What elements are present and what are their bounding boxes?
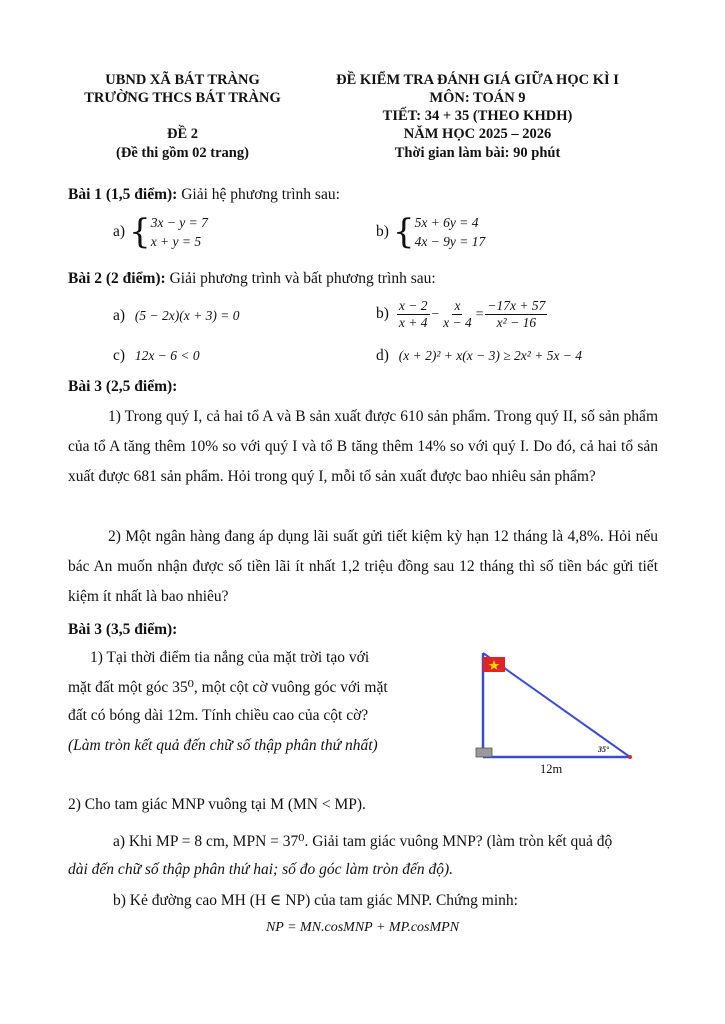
- exam-period: TIẾT: 34 + 35 (THEO KHDH): [382, 108, 573, 124]
- bai4-problem-2a-line1: a) Khi MP = 8 cm, MPN = 37⁰. Giải tam giác vuông MNP? (làm tròn kết quả độ: [113, 833, 613, 850]
- bai2-d: d) (x + 2)² + x(x − 3) ≥ 2x² + 5x − 4: [376, 347, 583, 364]
- brace-icon: {: [129, 212, 151, 252]
- sunray-line: [483, 653, 630, 757]
- angle-label: 35°: [598, 745, 610, 754]
- school-district: UBND XÃ BÁT TRÀNG: [105, 72, 260, 88]
- bai4-problem-2a-line2: dài đến chữ số thập phân thứ hai; số đo góc làm tròn đến độ).: [68, 861, 454, 878]
- bai1-b: b) { 5x + 6y = 4 4x − 9y = 17: [376, 212, 486, 252]
- bai4-p1-line3: đất có bóng dài 12m. Tính chiều cao của cột cờ?: [68, 707, 369, 724]
- shadow-end-point: [628, 755, 632, 759]
- bai4-heading: Bài 3 (3,5 điểm):: [68, 621, 178, 638]
- bai4-p1-line1: 1) Tại thời điểm tia nắng của mặt trời tạo với: [90, 649, 370, 666]
- brace-icon: {: [392, 212, 415, 252]
- school-name: TRƯỜNG THCS BÁT TRÀNG: [84, 90, 281, 106]
- exam-title: ĐỀ KIỂM TRA ĐÁNH GIÁ GIỮA HỌC KÌ I: [336, 72, 619, 88]
- bai3-problem-1: 1) Trong quý I, cả hai tổ A và B sản xuất được 610 sản phẩm. Trong quý II, số sản phẩm của tổ A tăng thêm 10% so với quý I và tổ B tăng thêm 14% so với quý I. Do đó, cả hai tổ sản xuất được 681 sản phẩm. Hỏi trong quý I, mỗi tổ sản xuất được bao nhiêu sản phẩm?: [68, 408, 658, 485]
- pole-base-icon: [476, 748, 492, 757]
- exam-code: ĐỀ 2: [166, 126, 199, 142]
- proof-formula: NP = MN.cosMNP + MP.cosMPN: [265, 920, 460, 935]
- exam-subject: MÔN: TOÁN 9: [429, 90, 526, 106]
- bai2-b: b) $\frac{x - 2}{x + 4}$ − $\frac{x}{x - 4}$ = $\frac{-17x + 57}{\text{x² − 16}}$: [376, 298, 546, 330]
- exam-duration: Thời gian làm bài: 90 phút: [394, 145, 561, 161]
- bai4-p1-note: (Làm tròn kết quả đến chữ số thập phân thứ nhất): [68, 737, 378, 754]
- bai1-heading: Bài 1 (1,5 điểm): Giải hệ phương trình sau:: [68, 186, 340, 203]
- bai2-c: c) 12x − 6 < 0: [113, 347, 200, 364]
- bai3-heading: Bài 3 (2,5 điểm):: [68, 378, 178, 395]
- bai4-p1-line2: mặt đất một góc 35⁰, một cột cờ vuông góc với mặt: [68, 679, 388, 696]
- school-year: NĂM HỌC 2025 – 2026: [403, 126, 552, 142]
- bai4-problem-2b: b) Kẻ đường cao MH (H ∈ NP) của tam giác MNP. Chứng minh:: [113, 892, 518, 909]
- bai2-a: a) (5 − 2x)(x + 3) = 0: [113, 307, 240, 324]
- bai1-a: a) { 3x − y = 7 x + y = 5: [113, 212, 208, 252]
- bai2-heading: Bài 2 (2 điểm): Giải phương trình và bất phương trình sau:: [68, 270, 436, 287]
- page-count: (Đề thi gồm 02 trang): [116, 145, 249, 161]
- bai4-problem-2: 2) Cho tam giác MNP vuông tại M (MN < MP).: [68, 796, 366, 813]
- flagpole-figure: [470, 645, 640, 777]
- bai3-problem-2: 2) Một ngân hàng đang áp dụng lãi suất gửi tiết kiệm kỳ hạn 12 tháng là 4,8%. Hỏi nếu bác An muốn nhận được số tiền lãi ít nhất 1,2 triệu đồng sau 12 tháng thì số tiền bác gửi tiết kiệm ít nhất là bao nhiêu?: [68, 528, 658, 605]
- base-length-label: 12m: [540, 762, 563, 776]
